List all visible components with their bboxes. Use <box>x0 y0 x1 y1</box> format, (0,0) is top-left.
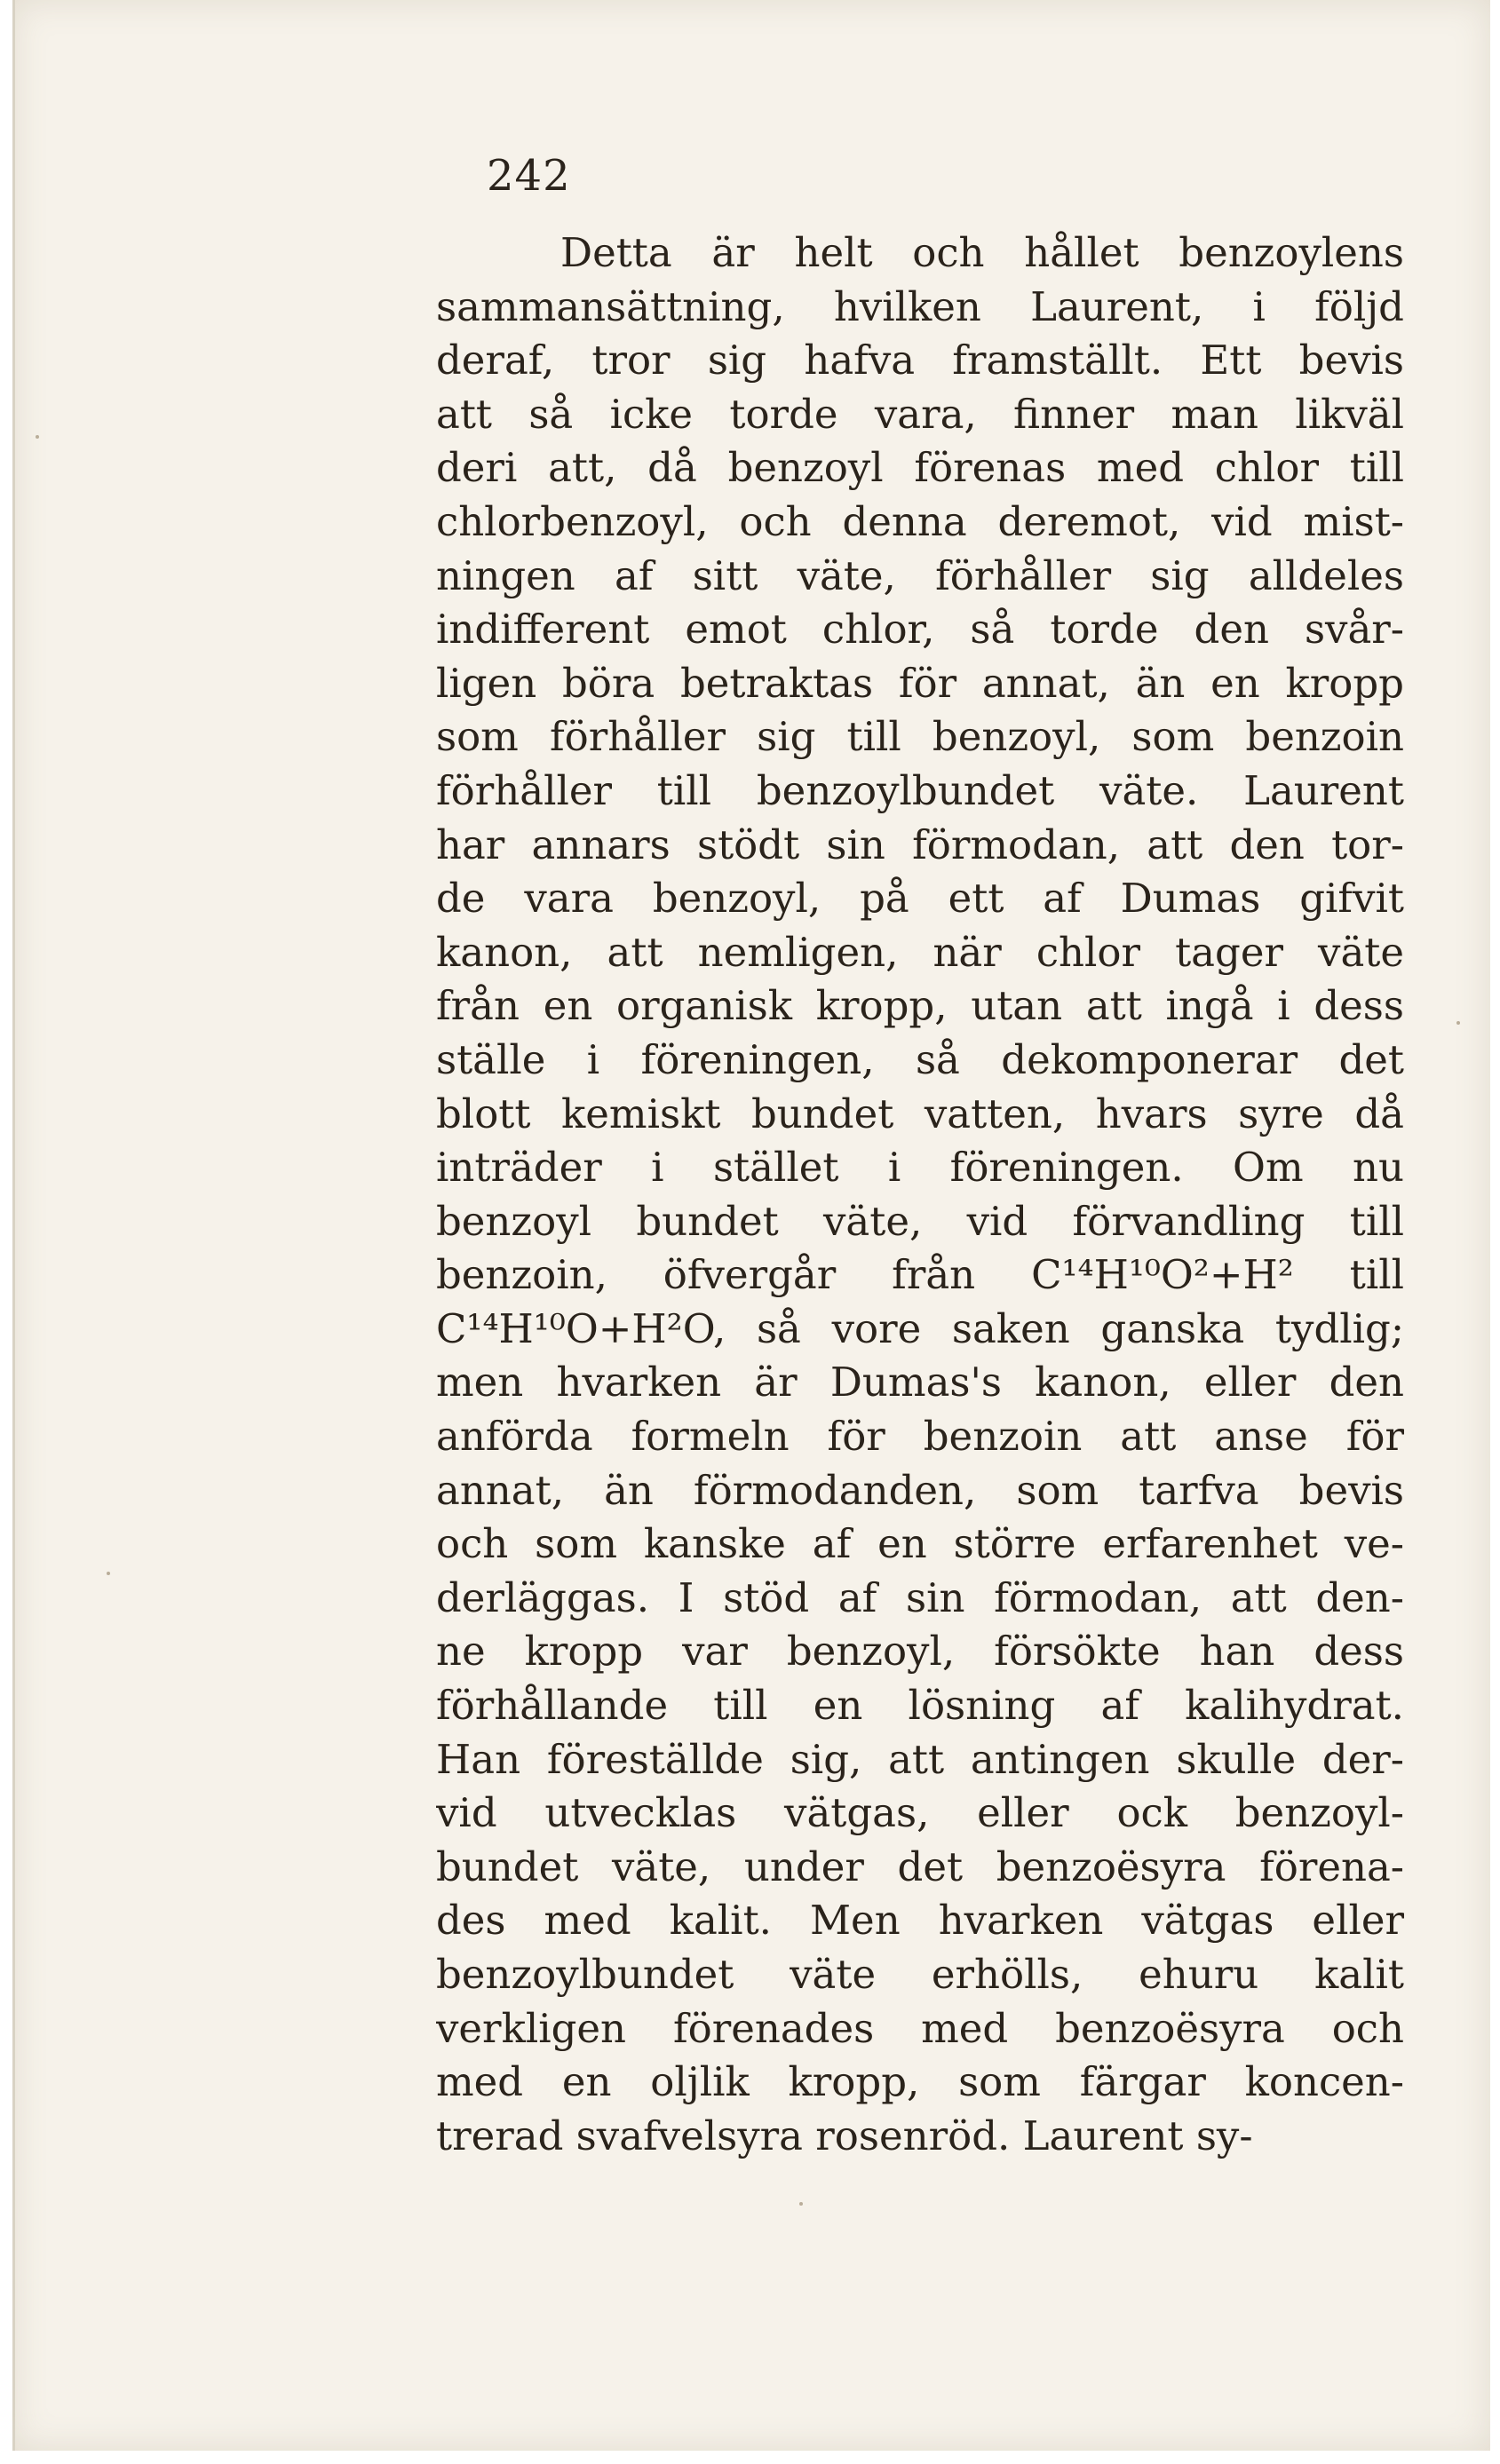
text-line: förhåller till benzoylbundet väte. Laurent <box>436 766 1404 814</box>
text-line: bundet väte, under det benzoësyra förena- <box>436 1842 1404 1890</box>
page-number: 242 <box>487 151 571 201</box>
text-line: blott kemiskt bundet vatten, hvars syre då <box>436 1089 1404 1137</box>
text-line: benzoyl bundet väte, vid förvandling till <box>436 1197 1404 1245</box>
text-line: benzoylbundet väte erhölls, ehuru kalit <box>436 1951 1404 1998</box>
text-line: C¹⁴H¹⁰O+H²O, så vore saken ganska tydlig; <box>436 1304 1404 1352</box>
text-line: sammansättning, hvilken Laurent, i följd <box>436 282 1404 330</box>
paper-speck <box>36 435 39 439</box>
body-text <box>436 226 1404 2163</box>
paper-speck <box>107 1572 110 1575</box>
text-line: men hvarken är Dumas's kanon, eller den <box>436 1359 1404 1406</box>
text-line: har annars stödt sin förmodan, att den tor- <box>436 820 1404 868</box>
text-line: verkligen förenades med benzoësyra och <box>436 2004 1404 2052</box>
text-line: ne kropp var benzoyl, försökte han dess <box>436 1628 1404 1676</box>
text-line: benzoin, öfvergår från C¹⁴H¹⁰O²+H² till <box>436 1251 1404 1299</box>
text-line: annat, än förmodanden, som tarfva bevis <box>436 1466 1404 1514</box>
text-line: att så icke torde vara, finner man likväl <box>436 390 1404 438</box>
text-line: inträder i stället i föreningen. Om nu <box>436 1144 1404 1192</box>
text-line: de vara benzoyl, på ett af Dumas gifvit <box>436 875 1404 923</box>
text-line: deri att, då benzoyl förenas med chlor till <box>436 444 1404 492</box>
text-line: anförda formeln för benzoin att anse för <box>436 1413 1404 1461</box>
text-line: ningen af sitt väte, förhåller sig alldeles <box>436 551 1404 599</box>
text-line: Han föreställde sig, att antingen skulle der- <box>436 1735 1404 1783</box>
text-line: trerad svafvelsyra rosenröd. Laurent sy- <box>436 2111 1253 2159</box>
text-line: des med kalit. Men hvarken vätgas eller <box>436 1897 1404 1945</box>
text-line: deraf, tror sig hafva framställt. Ett bevis <box>436 337 1404 384</box>
text-line: kanon, att nemligen, när chlor tager väte <box>436 928 1404 976</box>
page-edge <box>12 0 15 2451</box>
paper-speck <box>799 2202 803 2206</box>
paper-speck <box>1456 1021 1460 1025</box>
text-line: vid utvecklas vätgas, eller ock benzoyl- <box>436 1789 1404 1837</box>
text-line: med en oljlik kropp, som färgar koncen- <box>436 2058 1404 2106</box>
text-line: och som kanske af en större erfarenhet ve- <box>436 1520 1404 1568</box>
text-line: derläggas. I stöd af sin förmodan, att den- <box>436 1573 1404 1621</box>
text-line: chlorbenzoyl, och denna deremot, vid mist- <box>436 497 1404 545</box>
text-line: som förhåller sig till benzoyl, som benzoin <box>436 713 1404 761</box>
text-line: ställe i föreningen, så dekomponerar det <box>436 1035 1404 1083</box>
text-line: förhållande till en lösning af kalihydrat. <box>436 1682 1404 1730</box>
text-line: ligen böra betraktas för annat, än en kropp <box>436 659 1404 707</box>
text-line: indifferent emot chlor, så torde den svår- <box>436 606 1404 654</box>
text-line: Detta är helt och hållet benzoylens <box>560 229 1404 276</box>
text-line: från en organisk kropp, utan att ingå i dess <box>436 982 1404 1030</box>
